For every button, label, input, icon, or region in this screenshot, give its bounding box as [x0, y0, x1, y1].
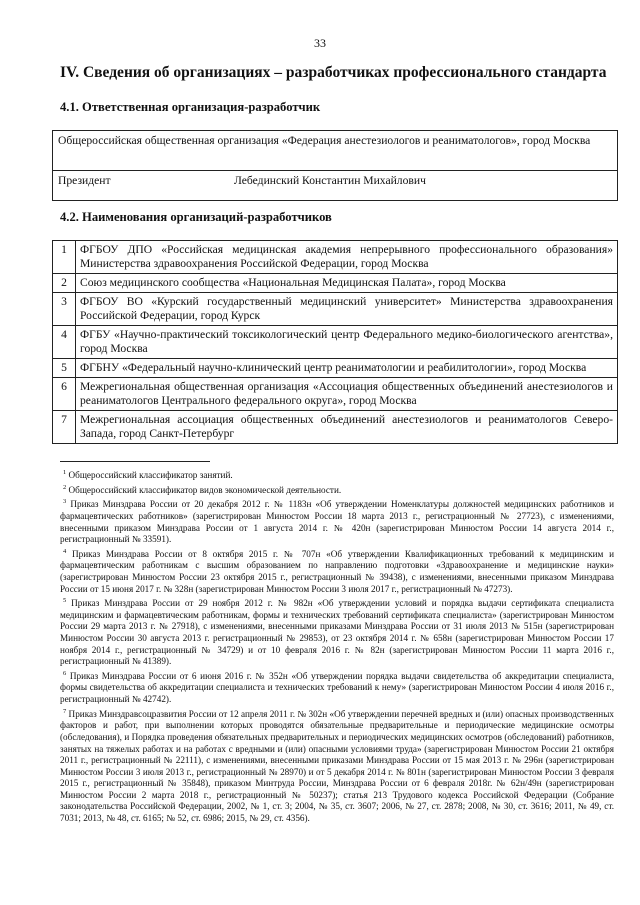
org-name: Межрегиональная общественная организация «Ассоциация общественных объединений анестезиологов и реаниматологов Центрального федерального округа», город Москва — [76, 378, 618, 411]
footnote-mark: 1 — [63, 469, 67, 476]
footnote-mark: 3 — [63, 498, 67, 506]
footnote-text: Приказ Минздрава России от 8 октября 2015 г. № 707н «Об утверждении Квалификационных требований к медицинским и фармацевтическим работникам с высшим образованием по направлению подготовки «Здравоохранение и медицинские науки» (зарегистрирован Минюстом России 23 октября 2015 г., регистрационный № 39438), с изменениями, внесенными приказом Минздрава России от 15 июня 2017 г. № 328н (зарегистрирован Минюстом России 3 июля 2017 г., регистрационный № 47273). — [60, 548, 614, 594]
table-row — [53, 293, 618, 326]
org-name: Союз медицинского сообщества «Национальная Медицинская Палата», город Москва — [76, 274, 618, 293]
head-role: Президент — [58, 174, 111, 187]
org-name: ФГБОУ ДПО «Российская медицинская академия непрерывного профессионального образования» Министерства здравоохранения Российской Федерации, город Москва — [76, 241, 618, 274]
footnote — [60, 668, 614, 706]
responsible-head-row — [53, 171, 618, 201]
org-name: ФГБНУ «Федеральный научно-клинический центр реаниматологии и реабилитологии», город Москва — [76, 359, 618, 378]
footnote-separator — [60, 461, 210, 462]
responsible-org-row — [53, 131, 618, 171]
org-name: Межрегиональная ассоциация общественных объединений анестезиологов и реаниматологов Северо-Запада, город Санкт-Петербург — [76, 411, 618, 444]
footnote-text: Общероссийский классификатор видов экономической деятельности. — [66, 484, 342, 495]
footnote-mark: 4 — [63, 547, 67, 555]
row-number: 7 — [53, 411, 76, 444]
row-number: 3 — [53, 293, 76, 326]
head-name: Лебединский Константин Михайлович — [234, 174, 426, 187]
footnote — [60, 467, 614, 482]
table-row — [53, 241, 618, 274]
footnote — [60, 706, 614, 825]
footnote-text: Приказ Минздрава России от 29 ноября 2012 г. № 982н «Об утверждении условий и порядка выдачи сертификата специалиста медицинским и фармацевтическим работникам, формы и технических требований сертификата специалиста» (зарегистрирован Минюстом России 29 марта 2013 г. № 27918), с изменениями, внесенными приказами Минздрава России от 31 июля 2013 № 515н (зарегистрирован Минюстом России 30 августа 2013 г. регистрационный № 29853), от 23 октября 2014 г. № 658н (зарегистрирован Минюстом России 17 ноября 2014 г., регистрационный № 34729) и от 10 февраля 2016 г. № 82н (зарегистрирован Минюстом России 11 марта 2016 г., регистрационный № 41389). — [60, 598, 614, 667]
table-row — [53, 411, 618, 444]
footnote-mark: 7 — [63, 707, 67, 715]
footnotes — [60, 467, 614, 825]
table-row — [53, 326, 618, 359]
footnote — [60, 595, 614, 668]
row-number: 1 — [53, 241, 76, 274]
responsible-head-cell — [53, 171, 618, 201]
table-row — [53, 378, 618, 411]
footnote-mark: 2 — [63, 483, 67, 491]
org-name: ФГБОУ ВО «Курский государственный медицинский университет» Министерства здравоохранения Российской Федерации, город Курск — [76, 293, 618, 326]
footnote-text: Приказ Минздрава России от 6 июня 2016 г. № 352н «Об утверждении порядка выдачи свидетельства об аккредитации специалиста, формы свидетельства об аккредитации специалиста и технических требований к нему» (зарегистрирован Минюстом России 4 июля 2016 г., регистрационный № 42742). — [60, 670, 614, 705]
table-row — [53, 274, 618, 293]
footnote — [60, 482, 614, 497]
org-name: ФГБУ «Научно-практический токсикологический центр Федерального медико-биологического агентства», город Москва — [76, 326, 618, 359]
responsible-org-table — [52, 130, 618, 201]
row-number: 4 — [53, 326, 76, 359]
responsible-org-name: Общероссийская общественная организация «Федерация анестезиологов и реаниматологов», город Москва — [53, 131, 618, 171]
footnote-text: Приказ Минздрава России от 20 декабря 2012 г. № 1183н «Об утверждении Номенклатуры должностей медицинских работников и фармацевтических работников» (зарегистрирован Минюстом России 18 марта 2013 г., регистрационный № 27723), с изменениями, внесенными приказом Минздрава России от 1 августа 2014 г. № 420н (зарегистрирован Минюстом России 14 августа 2014 г., регистрационный № 33591). — [60, 499, 614, 545]
footnote — [60, 546, 614, 595]
responsible-org-heading: 4.1. Ответственная организация-разработчик — [60, 100, 321, 114]
footnote-text: Приказ Минздравсоцразвития России от 12 апреля 2011 г. № 302н «Об утверждении перечней вредных и (или) опасных производственных факторов и работ, при выполнении которых проводятся обязательные предварительные и периодические медицинские осмотры (обследования), и Порядка проведения обязательных предварительных и периодических медицинских осмотров (обследований) работников, занятых на тяжелых работах и на работах с вредными и (или) опасными условиями труда» (зарегистрирован Минюстом России 21 октября 2011 г., регистрационный № 22111), с изменениями, внесенными приказами Минздрава России от 15 мая 2013 г. № 296н (зарегистрирован Минюстом России 3 июля 2013 г., регистрационный № 28970) и от 5 декабря 2014 г. № 801н (зарегистрирован Минюстом России 3 февраля 2015 г., регистрационный № 35848), приказом Минтруда России, Минздрава России от 6 февраля 2018г. № 62н/49н (зарегистрирован Минюстом России 2 марта 2018 г., регистрационный № 50237); статья 213 Трудового кодекса Российской Федерации (Собрание законодательства Российской Федерации, 2002, № 1, ст. 3; 2004, № 35, ст. 3607; 2006, № 27, ст. 2878; 2008, № 30, ст. 3616; 2011, № 49, ст. 7031; 2013, № 48, ст. 6165; № 52, ст. 6986; 2015, № 29, ст. 4356). — [60, 708, 614, 824]
footnote-mark: 6 — [63, 669, 67, 677]
table-row — [53, 359, 618, 378]
section-title: IV. Сведения об организациях – разработчиках профессионального стандарта — [60, 64, 607, 81]
developer-orgs-heading: 4.2. Наименования организаций-разработчиков — [60, 210, 332, 224]
footnote-text: Общероссийский классификатор занятий. — [66, 470, 233, 481]
developer-orgs-table — [52, 240, 618, 444]
row-number: 2 — [53, 274, 76, 293]
page-number: 33 — [314, 36, 326, 50]
row-number: 6 — [53, 378, 76, 411]
footnote — [60, 496, 614, 545]
footnote-mark: 5 — [63, 597, 67, 605]
row-number: 5 — [53, 359, 76, 378]
